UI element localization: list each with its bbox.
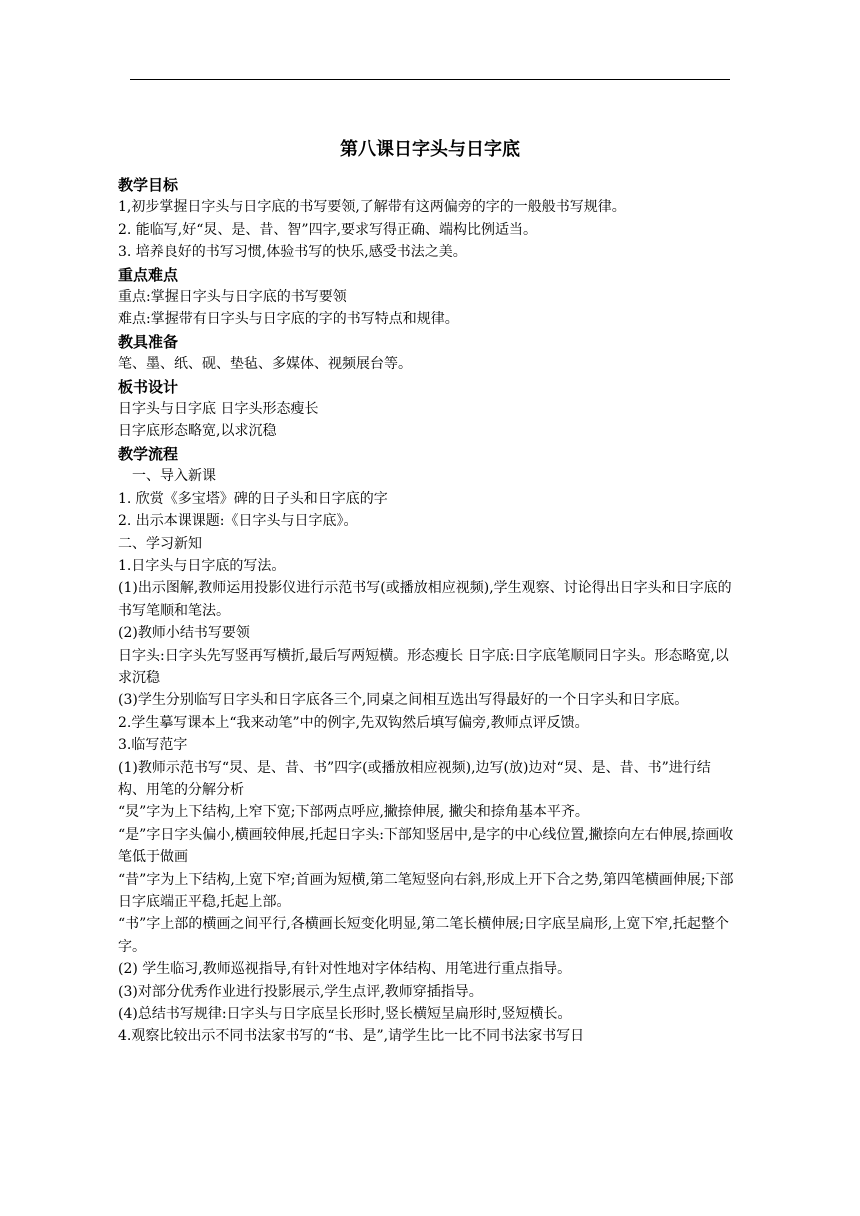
body-paragraph: 日字底形态略宽,以求沉稳 xyxy=(118,423,277,440)
section-heading: 板书设计 xyxy=(118,377,179,396)
section-heading: 教学流程 xyxy=(118,444,179,463)
body-paragraph: (1)教师示范书写“炅、是、昔、书”四字(或播放相应视频),边写(放)边对“炅、是、昔、书”进行结构、用笔的分解分析 xyxy=(118,759,711,798)
body-paragraph: 笔、墨、纸、砚、垫毡、多媒体、视频展台等。 xyxy=(118,356,412,373)
document-body xyxy=(118,174,736,1048)
body-paragraph: “书”字上部的横画之间平行,各横画长短变化明显,第二笔长横伸展;日字底呈扁形,上宽下窄,托起整个字。 xyxy=(118,916,729,955)
body-paragraph: (1)出示图解,教师运用投影仪进行示范书写(或播放相应视频),学生观察、讨论得出日字头和日字底的书写笔顺和笔法。 xyxy=(118,580,732,619)
body-paragraph: 一、导入新课 xyxy=(132,468,216,485)
body-paragraph: 难点:掌握带有日字头与日字底的字的书写特点和规律。 xyxy=(118,311,459,328)
body-paragraph: “昔”字为上下结构,上宽下窄;首画为短横,第二笔短竖向右斜,形成上开下合之势,第四笔横画伸展;下部日字底端正平稳,托起上部。 xyxy=(118,871,734,910)
body-paragraph: 1. 欣赏《多宝塔》碑的日子头和日字底的字 xyxy=(118,490,388,507)
body-paragraph: 日字头与日字底 日字头形态瘦长 xyxy=(118,401,319,418)
body-paragraph: 3.临写范字 xyxy=(118,737,188,754)
body-paragraph: 4.观察比较出示不同书法家书写的“书、是”,请学生比一比不同书法家书写日 xyxy=(118,1028,585,1045)
body-paragraph: 2. 能临写,好“炅、是、昔、智”四字,要求写得正确、端构比例适当。 xyxy=(118,221,538,238)
body-paragraph: 重点:掌握日字头与日字底的书写要领 xyxy=(118,289,347,306)
body-paragraph: 二、学习新知 xyxy=(118,535,202,552)
header-rule xyxy=(130,79,730,80)
body-paragraph: (2)教师小结书写要领 xyxy=(118,625,250,642)
body-paragraph: 1.日字头与日字底的写法。 xyxy=(118,557,286,574)
body-paragraph: (2) 学生临习,教师巡视指导,有针对性地对字体结构、用笔进行重点指导。 xyxy=(118,961,572,978)
body-paragraph: 2. 出示本课课题:《日字头与日字底》。 xyxy=(118,513,358,530)
page-title: 第八课日字头与日字底 xyxy=(340,139,520,160)
body-paragraph: (3)对部分优秀作业进行投影展示,学生点评,教师穿插指导。 xyxy=(118,983,483,1000)
section-heading: 教学目标 xyxy=(118,176,179,194)
section-heading: 重点难点 xyxy=(118,265,179,284)
section-heading: 教具准备 xyxy=(118,332,179,351)
body-paragraph: “是”字日字头偏小,横画较伸展,托起日字头:下部知竖居中,是字的中心线位置,撇捺向左右伸展,捺画收笔低于做画 xyxy=(118,826,734,866)
body-paragraph: (3)学生分别临写日字头和日字底各三个,同桌之间相互选出写得最好的一个日字头和日字底。 xyxy=(118,692,689,709)
body-paragraph: 1,初步掌握日字头与日字底的书写要领,了解带有这两偏旁的字的一般般书写规律。 xyxy=(118,199,626,216)
body-paragraph: 3. 培养良好的书写习惯,体验书写的快乐,感受书法之美。 xyxy=(118,244,467,261)
body-paragraph: 2.学生摹写课本上“我来动笔”中的例字,先双钩然后填写偏旁,教师点评反馈。 xyxy=(118,714,589,731)
body-paragraph: 日字头:日字头先写竖再写横折,最后写两短横。形态瘦长 日字底:日字底笔顺同日字头。形态略宽,以求沉稳 xyxy=(118,647,729,686)
body-paragraph: “炅”字为上下结构,上窄下宽;下部两点呼应,撇捺伸展, 撇尖和捺角基本平齐。 xyxy=(118,804,589,821)
body-paragraph: (4)总结书写规律:日字头与日字底呈长形时,竖长横短呈扁形时,竖短横长。 xyxy=(118,1006,572,1023)
